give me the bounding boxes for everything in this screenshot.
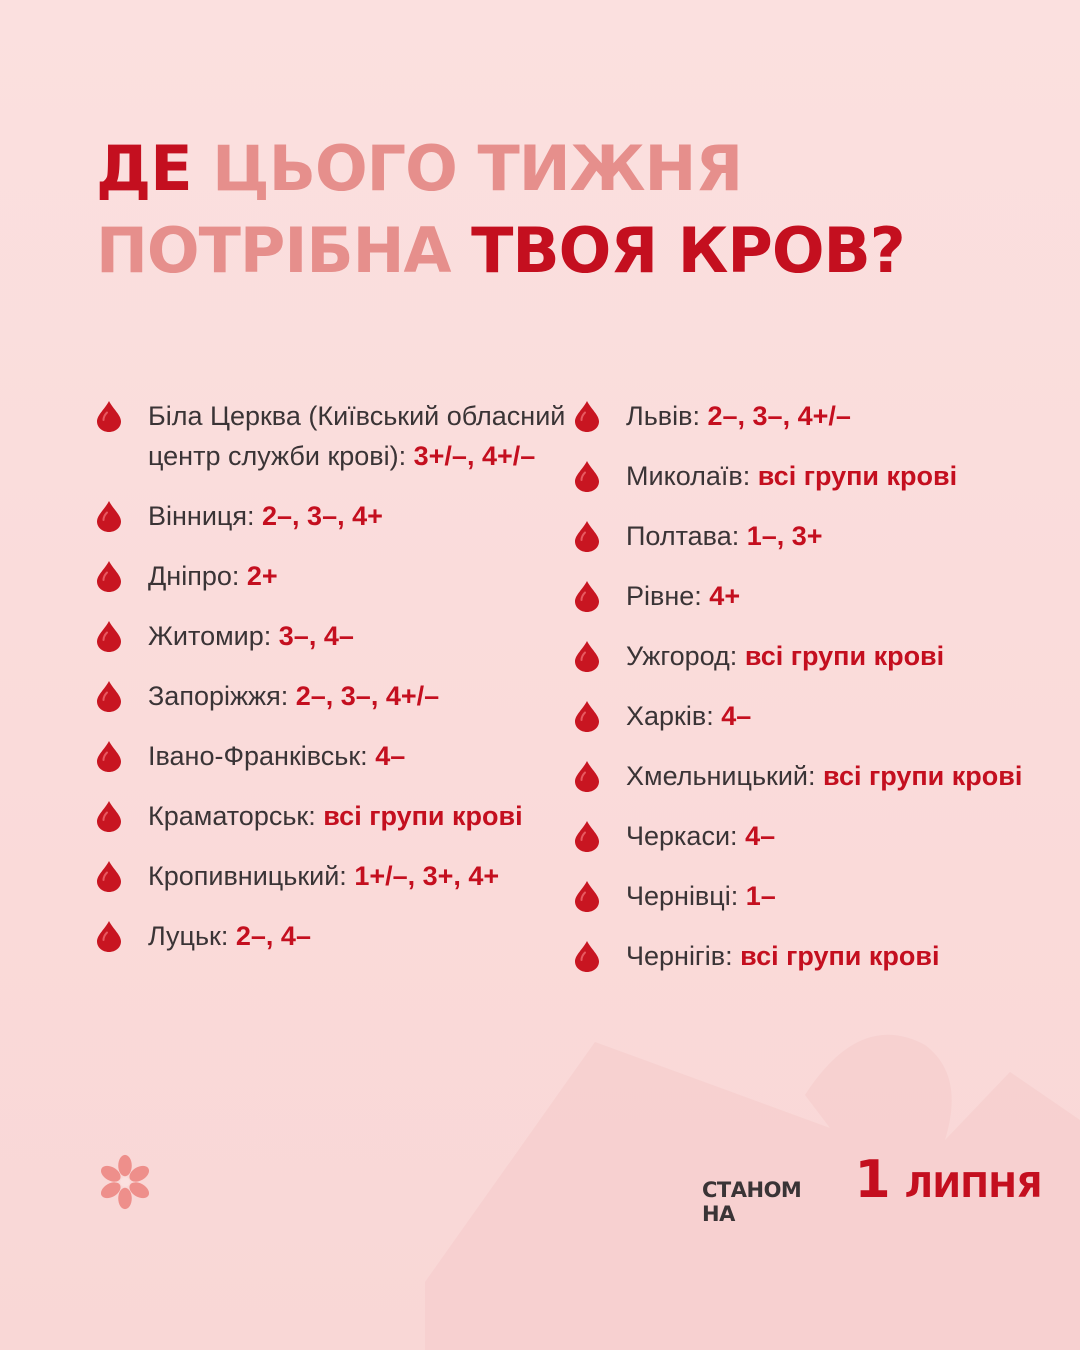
blood-groups: 2–, 3–, 4+/– (295, 681, 440, 711)
city-entry (148, 676, 566, 716)
city-name: Чернігів: (626, 941, 733, 971)
date-day: 1 (854, 1150, 891, 1210)
city-list-item (96, 496, 566, 536)
city-entry (626, 516, 1074, 556)
city-entry (626, 756, 1074, 796)
city-list-item (574, 516, 1074, 556)
blood-drop-icon (96, 921, 122, 952)
city-list-item (96, 616, 566, 656)
city-name: Вінниця: (148, 501, 255, 531)
city-list-item (96, 396, 566, 476)
title-part-1: ДЕ (96, 132, 192, 205)
city-name: Львів: (626, 401, 700, 431)
blood-drop-icon (96, 681, 122, 712)
city-name: Хмельницький: (626, 761, 816, 791)
blood-drop-icon (574, 401, 600, 432)
blood-groups: 2+ (246, 561, 278, 591)
city-list-item (96, 856, 566, 896)
city-name: Полтава: (626, 521, 740, 551)
blood-drop-icon (96, 401, 122, 432)
blood-groups: 3–, 4– (278, 621, 354, 651)
right-city-list (574, 396, 1074, 996)
city-name: Запоріжжя: (148, 681, 289, 711)
blood-drop-icon (96, 621, 122, 652)
blood-groups: 4+ (709, 581, 741, 611)
city-list-item (574, 936, 1074, 976)
blood-drop-icon (574, 761, 600, 792)
city-list-item (96, 796, 566, 836)
city-entry (148, 496, 566, 536)
city-name: Рівне: (626, 581, 702, 611)
city-entry (626, 576, 1074, 616)
title-part-2: ЦЬОГО ТИЖНЯ (212, 132, 743, 205)
city-list-item (574, 816, 1074, 856)
city-entry (626, 936, 1074, 976)
blood-groups: 1+/–, 3+, 4+ (354, 861, 500, 891)
city-entry (626, 636, 1074, 676)
city-entry (148, 616, 566, 656)
title-part-3: ПОТРІБНА (96, 214, 451, 287)
city-list-item (574, 576, 1074, 616)
date-stamp (702, 1150, 1042, 1226)
city-list-item (574, 456, 1074, 496)
city-entry (626, 456, 1074, 496)
city-list-item (96, 916, 566, 956)
blood-drop-icon (574, 881, 600, 912)
city-name: Луцьк: (148, 921, 229, 951)
blood-drop-icon (574, 821, 600, 852)
blood-groups: 1–, 3+ (746, 521, 823, 551)
city-name: Біла Церква (Київський обласний центр служби крові): (148, 401, 566, 471)
blood-groups: 3+/–, 4+/– (413, 441, 536, 471)
city-name: Івано-Франківськ: (148, 741, 368, 771)
blood-groups: 2–, 4– (235, 921, 311, 951)
city-name: Черкаси: (626, 821, 738, 851)
city-entry (148, 396, 566, 476)
blood-drop-icon (574, 641, 600, 672)
blood-drop-icon (574, 941, 600, 972)
flower-logo-icon (96, 1153, 154, 1211)
blood-groups: 2–, 3–, 4+/– (707, 401, 851, 431)
city-name: Миколаїв: (626, 461, 751, 491)
blood-groups: 1– (745, 881, 776, 911)
date-prefix: СТАНОМ НА (702, 1178, 802, 1226)
blood-drop-icon (96, 801, 122, 832)
city-entry (148, 856, 566, 896)
city-entry (626, 876, 1074, 916)
city-name: Ужгород: (626, 641, 738, 671)
left-city-list (96, 396, 566, 976)
city-entry (626, 396, 1074, 436)
city-list-item (574, 696, 1074, 736)
city-list-item (574, 396, 1074, 436)
blood-drop-icon (574, 581, 600, 612)
blood-groups: 4– (375, 741, 406, 771)
blood-drop-icon (574, 461, 600, 492)
blood-groups: 4– (721, 701, 752, 731)
city-entry (148, 916, 566, 956)
blood-drop-icon (96, 501, 122, 532)
city-list-item (96, 556, 566, 596)
blood-drop-icon (574, 701, 600, 732)
city-list-item (574, 636, 1074, 676)
city-name: Чернівці: (626, 881, 739, 911)
city-entry (626, 696, 1074, 736)
city-entry (148, 796, 566, 836)
city-list-item (96, 676, 566, 716)
blood-drop-icon (96, 741, 122, 772)
blood-groups: всі групи крові (744, 641, 945, 671)
city-name: Дніпро: (148, 561, 240, 591)
blood-drop-icon (96, 861, 122, 892)
city-name: Краматорськ: (148, 801, 316, 831)
city-entry (148, 736, 566, 776)
blood-groups: всі групи крові (757, 461, 958, 491)
city-list-item (574, 876, 1074, 916)
city-name: Житомир: (148, 621, 272, 651)
date-month: ЛИПНЯ (904, 1166, 1042, 1206)
city-list-item (574, 756, 1074, 796)
city-list-item (96, 736, 566, 776)
city-entry (626, 816, 1074, 856)
blood-groups: 4– (745, 821, 776, 851)
city-name: Харків: (626, 701, 714, 731)
blood-groups: всі групи крові (323, 801, 523, 831)
blood-groups: 2–, 3–, 4+ (262, 501, 383, 531)
blood-groups: всі групи крові (823, 761, 1023, 791)
blood-drop-icon (574, 521, 600, 552)
city-entry (148, 556, 566, 596)
title-part-4: ТВОЯ КРОВ? (471, 214, 905, 287)
blood-groups: всі групи крові (740, 941, 940, 971)
city-name: Кропивницький: (148, 861, 347, 891)
page-title (96, 128, 996, 292)
blood-drop-icon (96, 561, 122, 592)
